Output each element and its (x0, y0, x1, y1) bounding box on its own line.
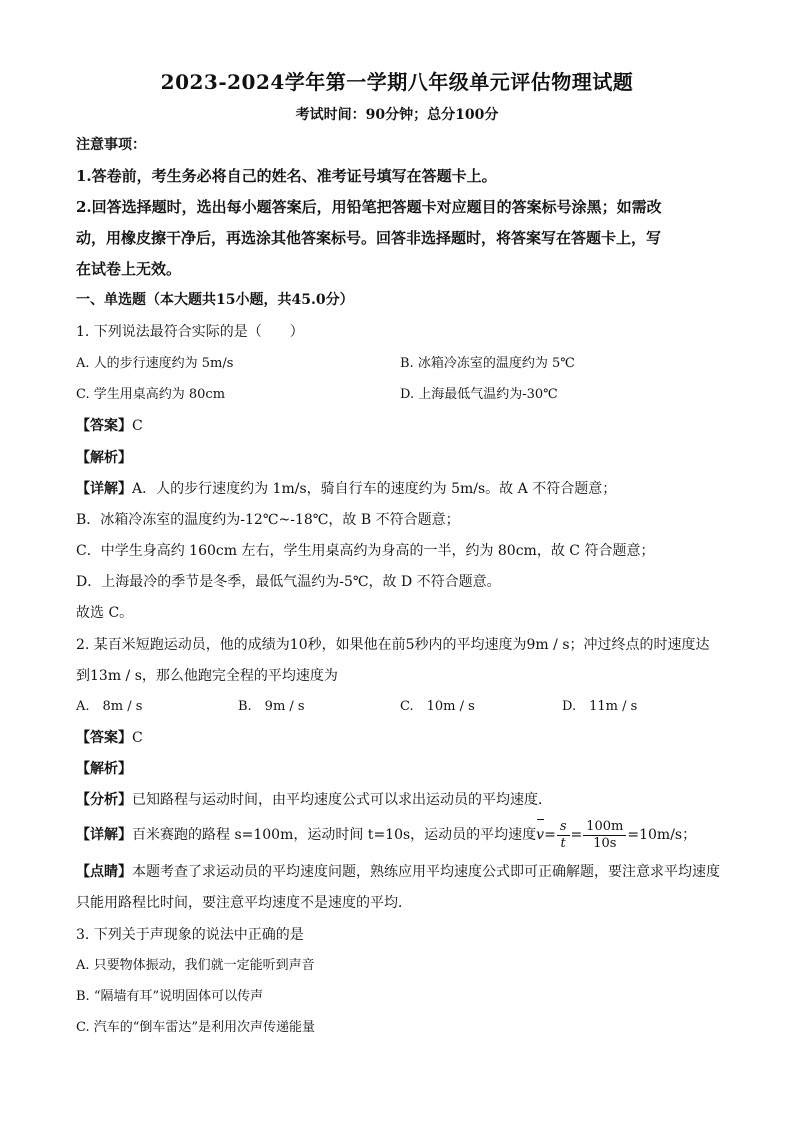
question-1-option-c: C. 学生用桌高约为 80cm (76, 387, 226, 402)
dianjing-text: 本题考查了求运动员的平均速度问题，熟练应用平均速度公式即可正确解题，要注意求平均速度 (132, 864, 720, 880)
question-1-option-d: D. 上海最低气温约为-30℃ (400, 387, 558, 402)
notice-item-2-line-2: 动，用橡皮擦干净后，再选涂其他答案标号。回答非选择题时，将答案写在答题卡上，写 (76, 229, 662, 247)
question-1-option-b: B. 冰箱冷冻室的温度约为 5℃ (400, 356, 575, 371)
fenxi-text: 已知路程与运动时间，由平均速度公式可以求出运动员的平均速度． (132, 792, 552, 808)
dianjing-tag: 【点睛】 (76, 864, 132, 880)
question-1-detail-c: C．中学生身高约 160cm 左右，学生用桌高约为身高的一半，约为 80cm，故 C 符合题意； (76, 543, 655, 559)
value-fraction (583, 819, 626, 852)
answer-value: C (132, 730, 143, 746)
question-1-stem: 1. 下列说法最符合实际的是（ ） (76, 324, 304, 340)
equals-sign: = (544, 827, 556, 843)
question-1-detail-b: B．冰箱冷冻室的温度约为-12℃~-18℃，故 B 不符合题意； (76, 512, 460, 528)
answer-value: C (132, 418, 143, 434)
question-2-option-d: D. 11m / s (562, 699, 638, 714)
question-2-fenxi (76, 790, 552, 810)
question-2-stem-line-1: 2. 某百米短跑运动员，他的成绩为10秒，如果他在前5秒内的平均速度为9m / s；冲过终点的时速度达 (76, 637, 710, 653)
exam-info: 考试时间：90分钟；总分100分 (295, 107, 499, 123)
answer-tag: 【答案】 (76, 418, 132, 434)
question-1-conclusion: 故选 C。 (76, 605, 134, 621)
question-2-answer (76, 728, 143, 748)
equals-sign: = (570, 827, 583, 843)
avg-velocity-symbol: v (536, 818, 544, 852)
notice-item-1: 1.答卷前，考生务必将自己的姓名、准考证号填写在答题卡上。 (76, 167, 497, 185)
fraction-denominator: t (560, 835, 566, 851)
question-2-detail (76, 818, 696, 852)
fraction-numerator: s (557, 819, 570, 836)
analysis-tag: 【解析】 (76, 761, 132, 777)
question-2-analysis (76, 759, 132, 779)
question-2-option-b: B. 9m / s (238, 699, 305, 714)
question-1-detail-d: D．上海最冷的季节是冬季，最低气温约为-5℃，故 D 不符合题意。 (76, 574, 501, 590)
question-1-analysis (76, 448, 132, 468)
detail-tag: 【详解】 (76, 481, 132, 497)
fraction-numerator: 100m (583, 819, 626, 836)
question-1-answer (76, 416, 143, 436)
question-3-option-c: C. 汽车的“倒车雷达”是利用次声传递能量 (76, 1020, 316, 1035)
notice-heading: 注意事项： (76, 137, 146, 153)
section-heading: 一、单选题（本大题共15小题，共45.0分） (76, 292, 354, 308)
question-2-stem-line-2: 到13m / s，那么他跑完全程的平均速度为 (76, 668, 338, 684)
question-2-dianjing-line-2: 只能用路程比时间，要注意平均速度不是速度的平均． (76, 895, 412, 911)
question-1-detail-a (76, 479, 616, 499)
detail-text: A．人的步行速度约为 1m/s，骑自行车的速度约为 5m/s。故 A 不符合题意； (132, 481, 617, 497)
question-1-option-a: A. 人的步行速度约为 5m/s (76, 356, 234, 371)
answer-tag: 【答案】 (76, 730, 132, 746)
fraction-denominator: 10s (593, 835, 617, 851)
question-2-option-a: A. 8m / s (76, 699, 143, 714)
analysis-tag: 【解析】 (76, 450, 132, 466)
question-3-option-a: A. 只要物体振动，我们就一定能听到声音 (76, 958, 315, 973)
question-3-option-b: B. “隔墙有耳”说明固体可以传声 (76, 989, 264, 1004)
result-text: =10m/s； (627, 827, 697, 843)
notice-item-2-line-1: 2.回答选择题时，选出每小题答案后，用铅笔把答题卡对应题目的答案标号涂黑；如需改 (76, 198, 662, 216)
fenxi-tag: 【分析】 (76, 792, 132, 808)
formula-fraction (557, 819, 570, 852)
detail-text: 百米赛跑的路程 s=100m，运动时间 t=10s，运动员的平均速度 (132, 827, 537, 843)
page-title: 2023-2024学年第一学期八年级单元评估物理试题 (160, 70, 634, 94)
question-3-stem: 3. 下列关于声现象的说法中正确的是 (76, 927, 304, 943)
question-2-dianjing-line-1 (76, 862, 720, 882)
notice-item-2-line-3: 在试卷上无效。 (76, 260, 182, 278)
detail-tag: 【详解】 (76, 827, 132, 843)
question-2-option-c: C. 10m / s (400, 699, 475, 714)
